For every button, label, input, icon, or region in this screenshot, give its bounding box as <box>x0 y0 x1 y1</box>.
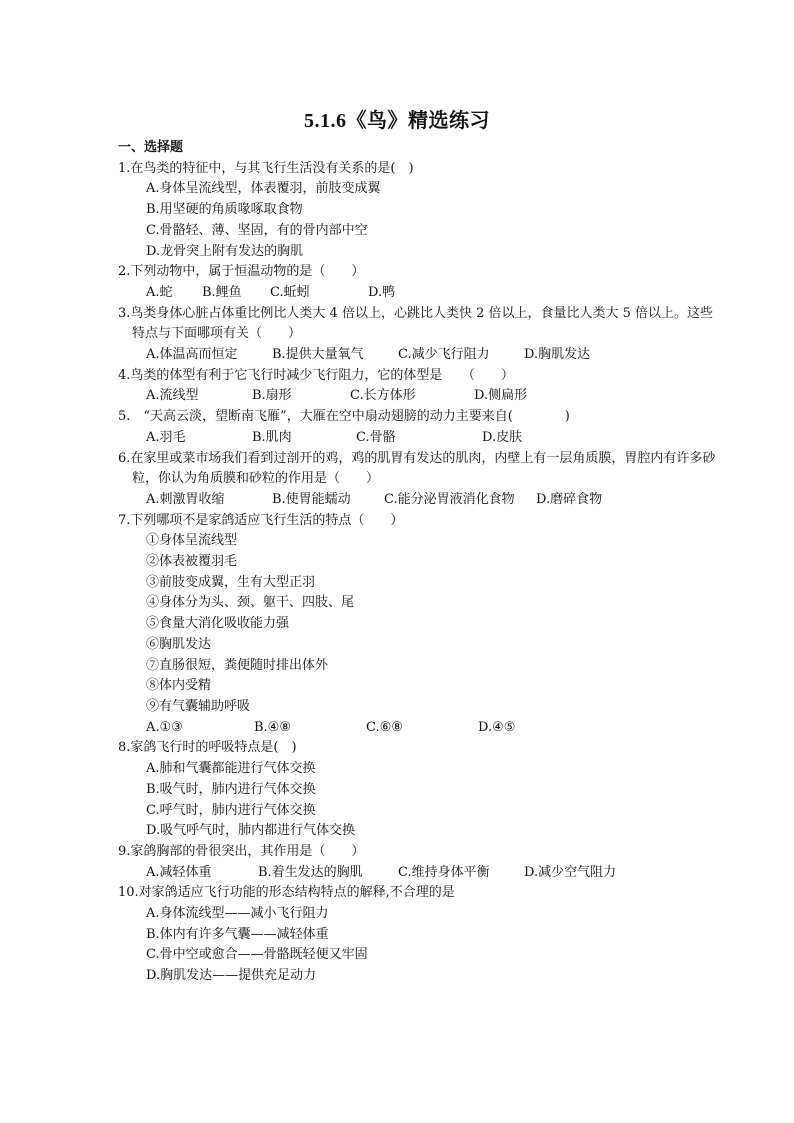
option-d: D.皮肤 <box>482 429 523 445</box>
option-b: B.使胃能蠕动 <box>272 491 351 507</box>
option-c: C.呼气时，肺内进行气体交换 <box>146 802 316 818</box>
list-item: ⑧体内受精 <box>146 678 212 694</box>
option-d: D.④⑤ <box>478 719 516 735</box>
question-9 <box>118 842 718 883</box>
question-stem: 8.家鸽飞行时的呼吸特点是( ) <box>118 740 297 756</box>
question-stem: 7.下列哪项不是家鸽适应飞行生活的特点（ ） <box>118 512 404 528</box>
list-item: ④身体分为头、颈、躯干、四肢、尾 <box>146 595 355 611</box>
question-5 <box>118 407 718 448</box>
option-b: B.肌肉 <box>252 429 292 445</box>
option-d: D.吸气呼气时，肺内都进行气体交换 <box>146 823 356 839</box>
option-d: D.减少空气阻力 <box>524 864 617 880</box>
option-a: A.减轻体重 <box>146 864 212 880</box>
question-stem: 2.下列动物中，属于恒温动物的是（ ） <box>118 264 365 280</box>
question-8 <box>118 738 718 842</box>
option-a: A.身体流线型——减小飞行阻力 <box>146 906 329 922</box>
list-item: ③前肢变成翼，生有大型正羽 <box>146 574 316 590</box>
question-10 <box>118 883 718 987</box>
document-title: 5.1.6《鸟》精选练习 <box>304 110 490 132</box>
option-c: C.减少飞行阻力 <box>398 347 490 363</box>
list-item: ⑦直肠很短，粪便随时排出体外 <box>146 657 329 673</box>
question-stem: 6.在家里或菜市场我们看到过剖开的鸡，鸡的肌胃有发达的肌肉，内壁上有一层角质膜，胃腔内有许多砂粒，你认为角质膜和砂粒的作用是（ ） <box>118 450 716 487</box>
options-row <box>118 863 718 884</box>
option-a: A.①③ <box>146 719 183 735</box>
question-stem: 10.对家鸽适应飞行功能的形态结构特点的解释,不合理的是 <box>118 885 455 901</box>
question-7 <box>118 511 718 739</box>
option-a: A.肺和气囊都能进行气体交换 <box>146 761 316 777</box>
option-b: B.吸气时，肺内进行气体交换 <box>146 781 316 797</box>
options-row <box>118 490 718 511</box>
option-c: C.⑥⑧ <box>366 719 403 735</box>
question-stem: 4.鸟类的体型有利于它飞行时减少飞行阻力，它的体型是 （ ） <box>118 367 514 383</box>
option-a: A.羽毛 <box>146 429 186 445</box>
question-1 <box>118 159 718 263</box>
option-b: B.扇形 <box>252 388 292 404</box>
option-b: B.用坚硬的角质喙啄取食物 <box>146 202 303 218</box>
option-a: A.刺激胃收缩 <box>146 491 225 507</box>
option-c: C.蚯蚓 <box>270 284 310 300</box>
question-stem: 1.在鸟类的特征中，与其飞行生活没有关系的是( ) <box>118 160 414 176</box>
list-item: ②体表被覆羽毛 <box>146 554 238 570</box>
option-d: D.胸肌发达 <box>524 347 591 363</box>
option-d: D.侧扁形 <box>474 388 528 404</box>
question-6 <box>118 449 718 511</box>
option-d: D.胸肌发达——提供充足动力 <box>146 968 317 984</box>
options-row <box>118 428 718 449</box>
option-a: A.流线型 <box>146 388 199 404</box>
option-d: D.龙骨突上附有发达的胸肌 <box>146 243 304 259</box>
option-d: D.鸭 <box>368 284 396 300</box>
option-c: C.长方体形 <box>350 388 416 404</box>
option-b: B.④⑧ <box>254 719 291 735</box>
options-row <box>118 283 718 304</box>
question-4 <box>118 366 718 407</box>
option-a: A.身体呈流线型，体表覆羽，前肢变成翼 <box>146 181 381 197</box>
question-stem: 3.鸟类身体心脏占体重比例比人类大 4 倍以上，心跳比人类快 2 倍以上，食量比人类大 5 倍以上。这些特点与下面哪项有关（ ） <box>118 305 714 342</box>
question-stem: 5. “天高云淡，望断南飞雁”，大雁在空中扇动翅膀的动力主要来自( ) <box>118 409 570 425</box>
option-b: B.鲤鱼 <box>202 284 242 300</box>
list-item: ①身体呈流线型 <box>146 533 238 549</box>
question-2 <box>118 262 718 303</box>
option-c: C.骨骼 <box>356 429 396 445</box>
option-b: B.着生发达的胸肌 <box>258 864 363 880</box>
question-stem: 9.家鸽胸部的骨很突出，其作用是（ ） <box>118 843 365 859</box>
option-b: B.提供大量氧气 <box>272 347 364 363</box>
option-d: D.磨碎食物 <box>536 491 603 507</box>
list-item: ⑤食量大消化吸收能力强 <box>146 616 290 632</box>
question-3 <box>118 304 718 366</box>
document-body <box>118 138 718 987</box>
option-a: A.蛇 <box>146 284 173 300</box>
section-heading: 一、选择题 <box>118 140 184 155</box>
options-row <box>118 718 718 739</box>
list-item: ⑨有气囊辅助呼吸 <box>146 698 251 714</box>
option-a: A.体温高而恒定 <box>146 347 238 363</box>
options-row <box>118 386 718 407</box>
options-row <box>118 345 718 366</box>
option-c: C.骨中空或愈合——骨骼既轻便又牢固 <box>146 947 368 963</box>
option-c: C.能分泌胃液消化食物 <box>384 491 515 507</box>
option-c: C.维持身体平衡 <box>398 864 490 880</box>
list-item: ⑥胸肌发达 <box>146 636 212 652</box>
option-c: C.骨骼轻、薄、坚固，有的骨内部中空 <box>146 222 368 238</box>
option-b: B.体内有许多气囊——减轻体重 <box>146 926 329 942</box>
